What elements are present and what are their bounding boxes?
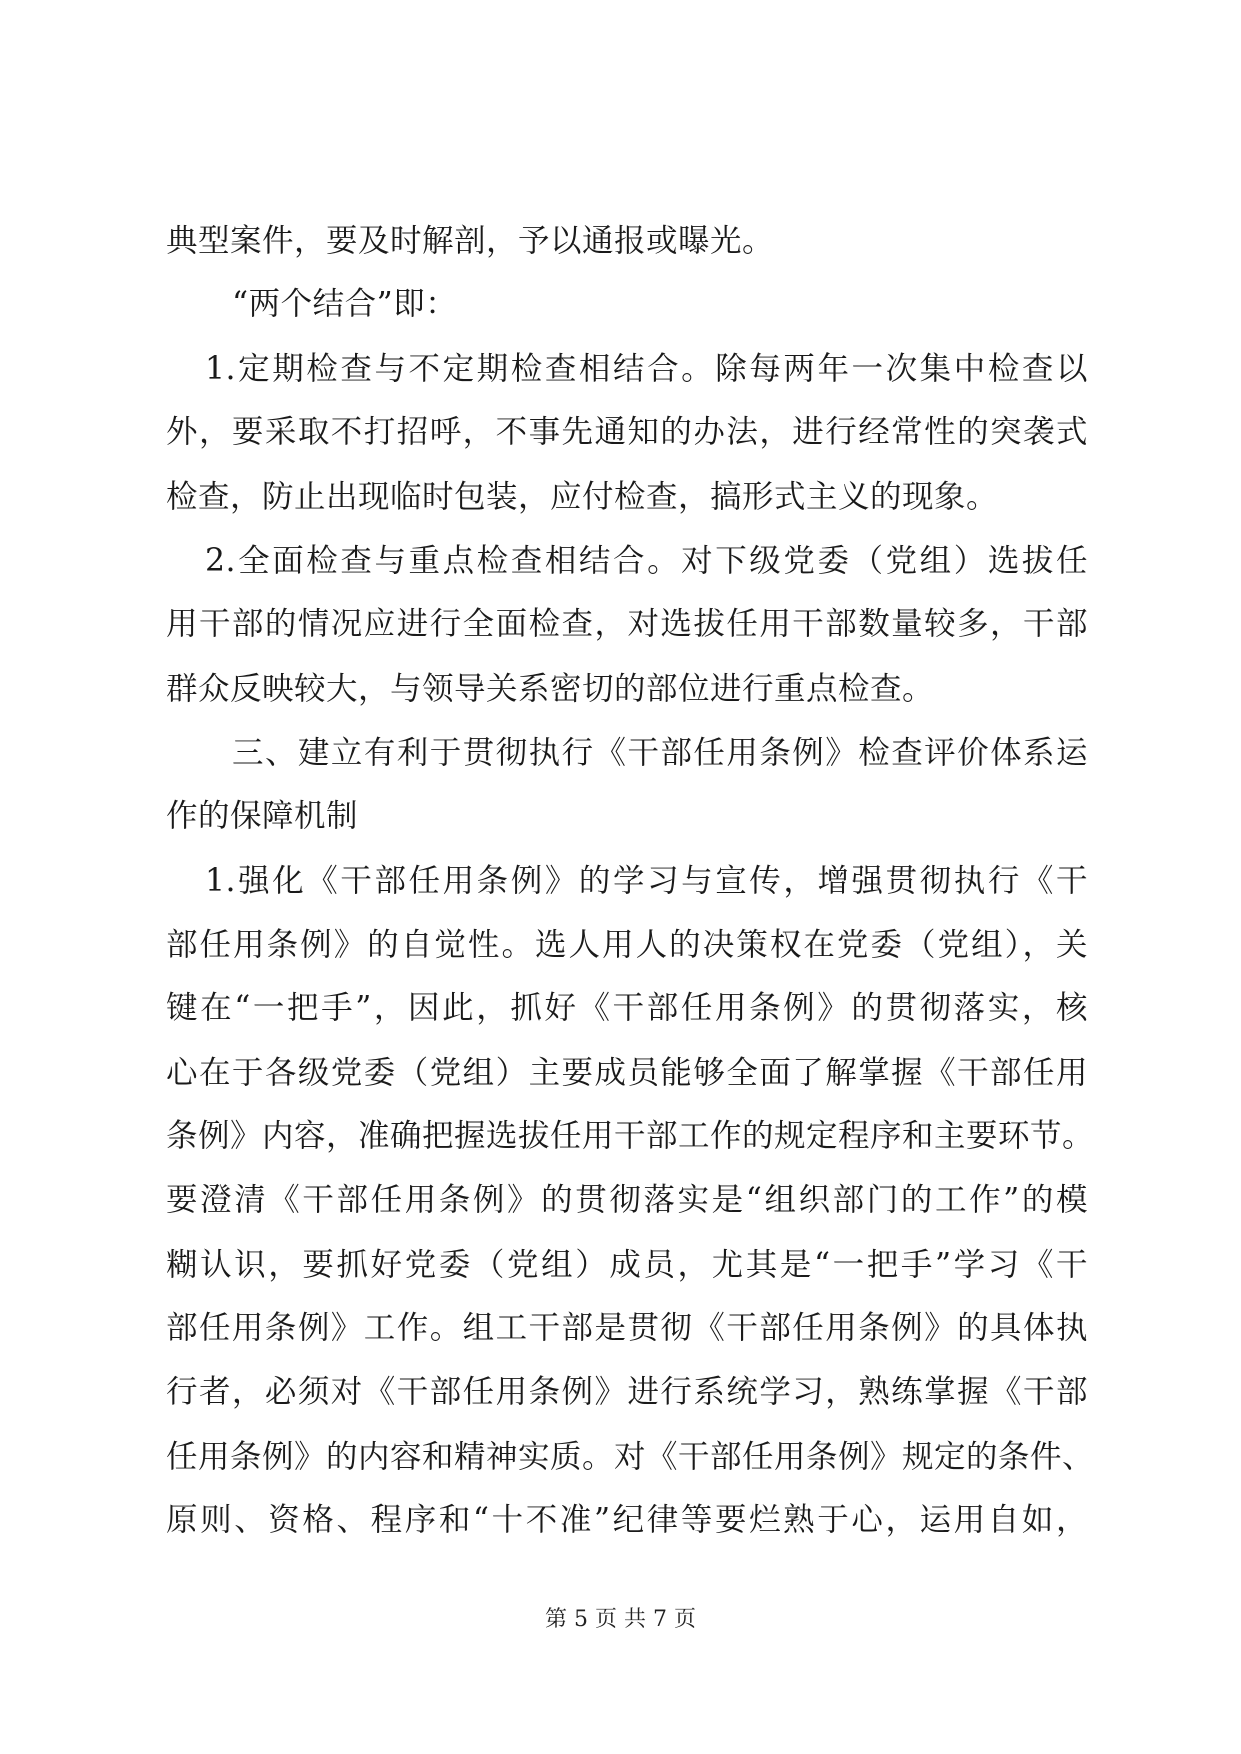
text-line: 1.定期检查与不定期检查相结合。除每两年一次集中检查以: [205, 351, 1088, 387]
text-line: 外，要采取不打招呼，不事先通知的办法，进行经常性的突袭式: [166, 414, 1088, 450]
text-line: 要澄清《干部任用条例》的贯彻落实是“组织部门的工作”的模: [166, 1182, 1088, 1218]
text-line: 群众反映较大，与领导关系密切的部位进行重点检查。: [166, 671, 935, 707]
section-heading: 三、建立有利于贯彻执行《干部任用条例》检查评价体系运: [232, 735, 1088, 771]
text-line: 键在“一把手”，因此，抓好《干部任用条例》的贯彻落实，核: [166, 990, 1088, 1026]
text-line: 检查，防止出现临时包装，应付检查，搞形式主义的现象。: [166, 479, 999, 515]
text-line: 部任用条例》工作。组工干部是贯彻《干部任用条例》的具体执: [166, 1310, 1088, 1346]
text-line: 任用条例》的内容和精神实质。对《干部任用条例》规定的条件、: [166, 1439, 1095, 1475]
text-line: “两个结合”即：: [232, 286, 458, 322]
text-line: 2.全面检查与重点检查相结合。对下级党委（党组）选拔任: [205, 543, 1088, 579]
text-line: 典型案件，要及时解剖，予以通报或曝光。: [166, 223, 775, 259]
text-line: 用干部的情况应进行全面检查，对选拔任用干部数量较多，干部: [166, 606, 1088, 642]
text-line: 心在于各级党委（党组）主要成员能够全面了解掌握《干部任用: [166, 1055, 1088, 1091]
text-line: 1.强化《干部任用条例》的学习与宣传，增强贯彻执行《干: [205, 863, 1088, 899]
text-line: 糊认识，要抓好党委（党组）成员，尤其是“一把手”学习《干: [166, 1247, 1088, 1283]
text-line: 原则、资格、程序和“十不准”纪律等要烂熟于心，运用自如，: [166, 1502, 1088, 1538]
text-line: 条例》内容，准确把握选拔任用干部工作的规定程序和主要环节。: [166, 1118, 1095, 1154]
page-footer: 第 5 页 共 7 页: [545, 1607, 696, 1632]
section-heading: 作的保障机制: [166, 798, 359, 834]
text-line: 行者，必须对《干部任用条例》进行系统学习，熟练掌握《干部: [166, 1374, 1088, 1410]
text-line: 部任用条例》的自觉性。选人用人的决策权在党委（党组），关: [166, 927, 1088, 963]
